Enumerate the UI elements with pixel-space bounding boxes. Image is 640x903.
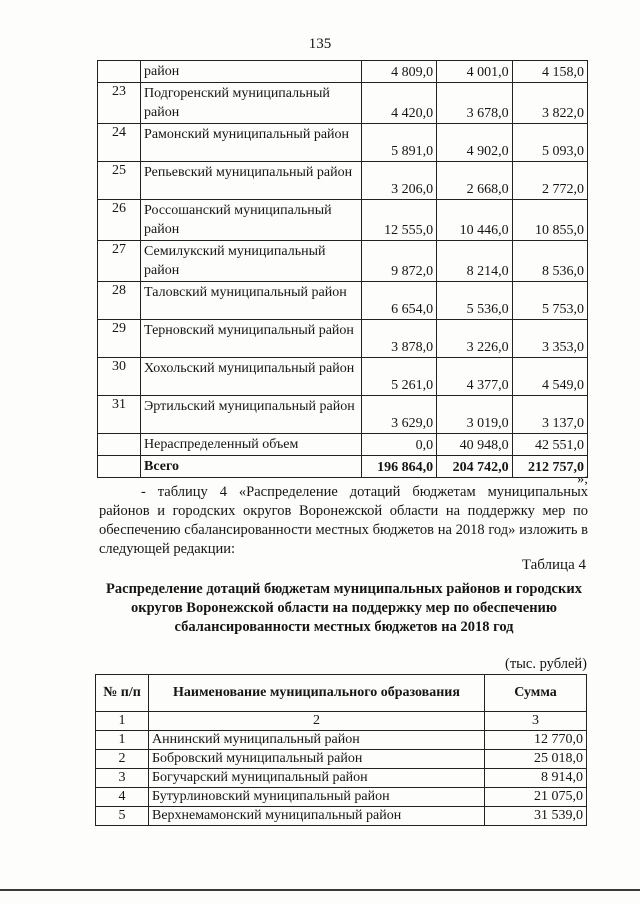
- table-row: [98, 61, 588, 83]
- row-value-2019: 5 536,0: [437, 282, 512, 320]
- row-value-2019: 4 902,0: [437, 124, 512, 162]
- row-value-2019: 10 446,0: [437, 200, 512, 241]
- row-value-2020: 3 137,0: [512, 396, 587, 434]
- row-value-2020: 4 158,0: [512, 61, 587, 83]
- row-value-2020: 3 353,0: [512, 320, 587, 358]
- row-value-2018: 6 654,0: [361, 282, 436, 320]
- row-value-2019: 3 226,0: [437, 320, 512, 358]
- row-value-2020: 8 536,0: [512, 241, 587, 282]
- row-value-2018: 12 555,0: [361, 200, 436, 241]
- row-number: [98, 61, 141, 83]
- row-sum: 21 075,0: [485, 788, 587, 807]
- table-row: [96, 769, 587, 788]
- row-value-2018: 4 420,0: [361, 83, 436, 124]
- total-value-2020: 212 757,0: [512, 456, 587, 478]
- row-name: Подгоренский муниципальный район: [141, 83, 362, 124]
- col-number-1: 1: [96, 712, 149, 731]
- row-value-2019: 3 678,0: [437, 83, 512, 124]
- row-value-2020: 2 772,0: [512, 162, 587, 200]
- total-label: Всего: [141, 456, 362, 478]
- row-value-2018: 5 261,0: [361, 358, 436, 396]
- district-allocation-table: [97, 60, 588, 478]
- table-row: [98, 241, 588, 282]
- table-row: [98, 396, 588, 434]
- row-sum: 12 770,0: [485, 731, 587, 750]
- row-name: Верхнемамонский муниципальный район: [149, 807, 485, 826]
- row-name: Нераспределенный объем: [141, 434, 362, 456]
- row-number: 5: [96, 807, 149, 826]
- row-number: 27: [98, 241, 141, 282]
- row-number: 4: [96, 788, 149, 807]
- closing-quote: »;: [577, 472, 588, 487]
- row-value-2020: 5 753,0: [512, 282, 587, 320]
- row-number: 2: [96, 750, 149, 769]
- row-value-2020: 10 855,0: [512, 200, 587, 241]
- row-value-2020: 5 093,0: [512, 124, 587, 162]
- row-sum: 8 914,0: [485, 769, 587, 788]
- row-value-2018: 3 206,0: [361, 162, 436, 200]
- row-name: Семилукский муниципальный район: [141, 241, 362, 282]
- row-name: Аннинский муниципальный район: [149, 731, 485, 750]
- row-name: Россошанский муниципальный район: [141, 200, 362, 241]
- row-number: 29: [98, 320, 141, 358]
- column-number-row: [96, 712, 587, 731]
- row-sum: 25 018,0: [485, 750, 587, 769]
- table-row: [96, 788, 587, 807]
- row-number: 24: [98, 124, 141, 162]
- row-value-2018: 3 629,0: [361, 396, 436, 434]
- total-value-2018: 196 864,0: [361, 456, 436, 478]
- row-value-2020: 4 549,0: [512, 358, 587, 396]
- table-row: [96, 731, 587, 750]
- row-number: 30: [98, 358, 141, 396]
- header-sum: Сумма: [485, 675, 587, 712]
- col-number-3: 3: [485, 712, 587, 731]
- row-name: Терновский муниципальный район: [141, 320, 362, 358]
- row-name: Рамонский муниципальный район: [141, 124, 362, 162]
- row-name: Хохольский муниципальный район: [141, 358, 362, 396]
- row-number: 31: [98, 396, 141, 434]
- table-heading: Распределение дотаций бюджетам муниципальных районов и городских округов Воронежской области на поддержку мер по обеспечению сбалансированности местных бюджетов на 2018 год: [106, 581, 582, 635]
- row-name: Репьевский муниципальный район: [141, 162, 362, 200]
- row-name: Бутурлиновский муниципальный район: [149, 788, 485, 807]
- row-name: район: [141, 61, 362, 83]
- amendment-paragraph: - таблицу 4 «Распределение дотаций бюджетам муниципальных районов и городских округов Воронежской области на поддержку мер по обеспечению сбалансированности местных бюджетов на 2018 год» изложить в следующей редакции:: [99, 484, 588, 557]
- row-name: Бобровский муниципальный район: [149, 750, 485, 769]
- row-value-2020: 42 551,0: [512, 434, 587, 456]
- row-sum: 31 539,0: [485, 807, 587, 826]
- page-number: 135: [308, 36, 332, 52]
- row-number: 26: [98, 200, 141, 241]
- row-value-2018: 9 872,0: [361, 241, 436, 282]
- row-value-2018: 4 809,0: [361, 61, 436, 83]
- total-row: [98, 456, 588, 478]
- row-number: 1: [96, 731, 149, 750]
- subsidy-table: [95, 674, 587, 826]
- row-number: 23: [98, 83, 141, 124]
- row-value-2019: 40 948,0: [437, 434, 512, 456]
- header-row: [96, 675, 587, 712]
- units-label: (тыс. рублей): [505, 656, 587, 672]
- row-value-2018: 0,0: [361, 434, 436, 456]
- row-value-2019: 2 668,0: [437, 162, 512, 200]
- row-name: Богучарский муниципальный район: [149, 769, 485, 788]
- row-value-2019: 4 377,0: [437, 358, 512, 396]
- table-row: [98, 83, 588, 124]
- row-number: [98, 456, 141, 478]
- header-name: Наименование муниципального образования: [149, 675, 485, 712]
- table-row: [98, 358, 588, 396]
- header-num: № п/п: [96, 675, 149, 712]
- table-row: [98, 200, 588, 241]
- row-value-2019: 4 001,0: [437, 61, 512, 83]
- row-value-2019: 3 019,0: [437, 396, 512, 434]
- table-row: [98, 162, 588, 200]
- table-row: [98, 282, 588, 320]
- row-number: 25: [98, 162, 141, 200]
- row-name: Таловский муниципальный район: [141, 282, 362, 320]
- row-value-2020: 3 822,0: [512, 83, 587, 124]
- table-label: Таблица 4: [521, 557, 586, 573]
- row-value-2018: 3 878,0: [361, 320, 436, 358]
- table-row: [98, 124, 588, 162]
- row-number: 28: [98, 282, 141, 320]
- table-row: [96, 750, 587, 769]
- row-number: [98, 434, 141, 456]
- table-row: [98, 434, 588, 456]
- page-bottom-edge: [0, 889, 640, 891]
- row-name: Эртильский муниципальный район: [141, 396, 362, 434]
- row-value-2019: 8 214,0: [437, 241, 512, 282]
- table-row: [96, 807, 587, 826]
- table-row: [98, 320, 588, 358]
- total-value-2019: 204 742,0: [437, 456, 512, 478]
- col-number-2: 2: [149, 712, 485, 731]
- row-value-2018: 5 891,0: [361, 124, 436, 162]
- row-number: 3: [96, 769, 149, 788]
